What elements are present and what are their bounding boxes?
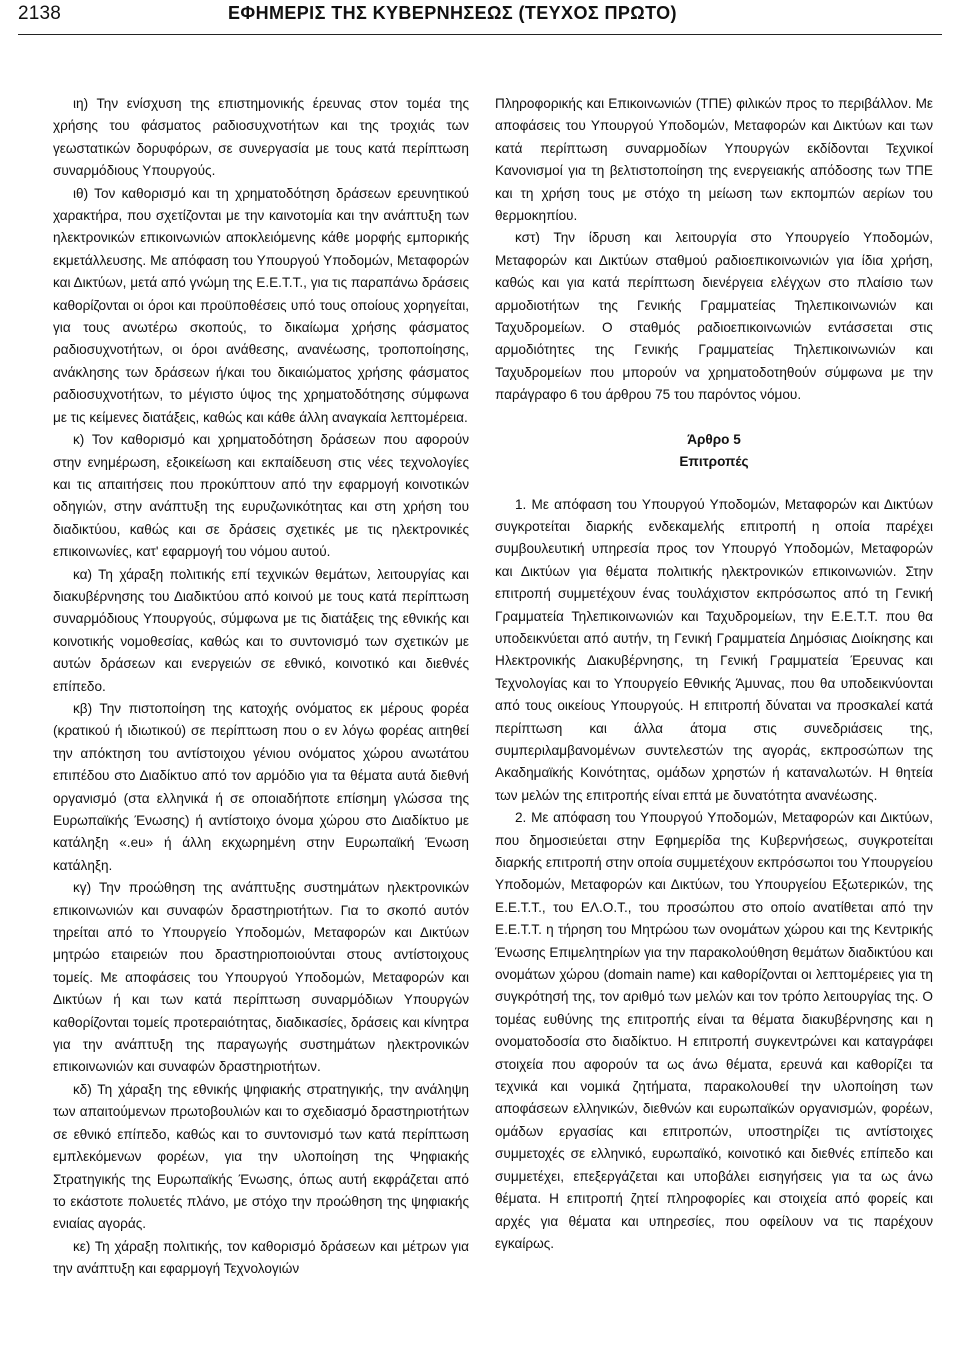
article-title: Άρθρο 5: [687, 431, 741, 447]
paragraph-kst: κστ) Την ίδρυση και λειτουργία στο Υπουργείο Υποδομών, Μεταφορών και Δικτύων σταθμού ραδιοεπικοινωνιών για ίδια χρήση, καθώς και για κατά περίπτωση διενέργεια ελέγχων στο πλαίσιο των αρμοδιοτήτων της Γενικής Γραμματείας Τηλεπικοινωνιών και Ταχυδρομείων. Ο σταθμός ραδιοεπικοινωνιών εντάσσεται στις αρμοδιότητες της Γενικής Γραμματείας Τηλεπικοινωνιών και Ταχυδρομείων που μπορούν να χρηματοδοτηθούν σύμφωνα με την παράγραφο 6 του άρθρου 75 του παρόντος νόμου.: [495, 230, 933, 403]
paragraph-ka: κα) Τη χάραξη πολιτικής επί τεχνικών θεμάτων, λειτουργίας και διακυβέρνησης του Διαδικτύου από κοινού με τους κατά περίπτωση συναρμόδιους Υπουργούς, σύμφωνα με τις διατάξεις της εθνικής και κοινοτικής νομοθεσίας, καθώς και το συντονισμό των σχετικών με αυτών δράσεων και ενεργειών σε εθνικό, κοινοτικό και διεθνές επίπεδο.: [53, 566, 469, 694]
paragraph-ke-continued: Πληροφορικής και Επικοινωνιών (ΤΠΕ) φιλικών προς το περιβάλλον. Με αποφάσεις του Υπουργού Υποδομών, Μεταφορών και Δικτύων και των κατά περίπτωση συναρμοδίων Υπουργών εκδίδονται Τεχνικοί Κανονισμοί για τη βελτιστοποίηση της ενεργειακής απόδοσης των ΤΠΕ και τη χρήση τους με στόχο τη μείωση των εκπομπών αερίων του θερμοκηπίου.: [495, 96, 933, 224]
paragraph-kg: κγ) Την προώθηση της ανάπτυξης συστημάτων ηλεκτρονικών επικοινωνιών και συναφών δραστηριοτήτων. Για το σκοπό αυτόν τηρείται από το Υπουργείο Υποδομών, Μεταφορών και Δικτύων μητρώο εταιρειών που δραστηριοποιούνται στους αντίστοιχους τομείς. Με αποφάσεις του Υπουργού Υποδομών, Μεταφορών και Δικτύων ή και των κατά περίπτωση συναρμόδιων Υπουργών καθορίζονται τομείς προτεραιότητας, διαδικασίες, δράσεις και κίνητρα για την ανάπτυξη της παραγωγής συστημάτων ηλεκτρονικών επικοινωνιών και συναφών δραστηριοτήτων.: [53, 880, 469, 1075]
paragraph-ke: κε) Τη χάραξη πολιτικής, τον καθορισμό δράσεων και μέτρων για την ανάπτυξη και εφαρμογή Τεχνολογιών: [53, 1238, 469, 1277]
paragraph-kd: κδ) Τη χάραξη της εθνικής ψηφιακής στρατηγικής, την ανάληψη των απαιτούμενων πρωτοβουλιών και το σχεδιασμό δραστηριοτήτων σε εθνικό επίπεδο, καθώς και το συντονισμό των κατά περίπτωση εμπλεκόμενων φορέων, για την υλοποίηση της Ψηφιακής Στρατηγικής της Ευρωπαϊκής Ένωσης, όπως αυτή εκφράζεται από το εκάστοτε πολυετές πλάνο, με στόχο την προώθηση της ψηφιακής ενιαίας αγοράς.: [53, 1081, 469, 1232]
article-paragraph-1: 1. Με απόφαση του Υπουργού Υποδομών, Μεταφορών και Δικτύων συγκροτείται διαρκής ενδεκαμελής επιτροπή η οποία παρέχει συμβουλευτική υπηρεσία προς τον Υπουργό Υποδομών, Μεταφορών και Δικτύων για θέματα πολιτικής ηλεκτρονικών επικοινωνιών. Στην επιτροπή συμμετέχουν ένας τουλάχιστον εκπρόσωπος από τη Γενική Γραμματεία Τηλεπικοινωνιών και Ταχυδρομείων, την Ε.Ε.Τ.Τ. που θα υποδεικνύεται από αυτήν, τη Γενική Γραμματεία Δημόσιας Διοίκησης και Ηλεκτρονικής Διακυβέρνησης, τη Γενική Γραμματεία Έρευνας και Τεχνολογίας και το Υπουργείο Εθνικής Άμυνας, που θα υποδεικνύονται από τους οικείους Υπουργούς. Η επιτροπή δύναται να προσκαλεί κατά περίπτωση και άλλα άτομα στις συνεδριάσεις της, συμπεριλαμβανομένων συντελεστών της αγοράς, εκπροσώπων της Ακαδημαϊκής Κοινότητας, ομάδων χρηστών ή καταναλωτών. Η θητεία των μελών της επιτροπής είναι επτά με δυνατότητα ανανέωσης.: [495, 496, 933, 803]
article-paragraph-2: 2. Με απόφαση του Υπουργού Υποδομών, Μεταφορών και Δικτύων, που δημοσιεύεται στην Εφημερίδα της Κυβερνήσεως, συγκροτείται διαρκής επιτροπή στην οποία συμμετέχουν εκπρόσωποι του Υπουργείου Υποδομών, Μεταφορών και Δικτύων, του Υπουργείου Εξωτερικών, της Ε.Ε.Τ.Τ., του ΕΛ.Ο.Τ., του προσώπου στο οποίο ανατίθεται από την Ε.Ε.Τ.Τ. η τήρηση του Μητρώου των ονομάτων χώρου και της Κεντρικής Ένωσης Επιμελητηρίων για την παρακολούθηση θεμάτων διαδικτύου και ονομάτων χώρου (domain name) και καθορίζονται οι λεπτομέρειες για τη συγκρότησή της, τον αριθμό των μελών και τον τρόπο λειτουργίας της. Ο τομέας ευθύνης της επιτροπής είναι τα θέματα διακυβέρνησης και η ονοματοδοσία στο διαδίκτυο. Η επιτροπή συγκεντρώνει και καταγράφει στοιχεία που αφορούν τα ως άνω θέματα, ερευνά και καθορίζει τα τεχνικά και νομικά ζητήματα, παρακολουθεί την υλοποίηση των αποφάσεων ελληνικών, διεθνών και ευρωπαϊκών οργανισμών, φορέων, ομάδων εργασίας και επιτροπών, υποστηρίζει τις αντίστοιχες συμμετοχές σε ελληνικό, ευρωπαϊκό, κοινοτικό και διεθνές επίπεδο και συμμετέχει, επεξεργάζεται και υποβάλει εισηγήσεις για τα ως άνω θέματα. Η επιτροπή ζητεί πληροφορίες και στοιχεία από φορείς και αρχές για θέματα και υπηρεσίες, που οφείλουν να τις παρέχουν εγκαίρως.: [495, 810, 933, 1251]
paragraph-ith: ιθ) Τον καθορισμό και τη χρηματοδότηση δράσεων ερευνητικού χαρακτήρα, που σχετίζονται με την καινοτομία και την ανάπτυξη των ηλεκτρονικών επικοινωνιών αποκλειόμενης κάθε μορφής εμπορικής εκμετάλλευσης. Με απόφαση του Υπουργού Υποδομών, Μεταφορών και Δικτύων, μετά από γνώμη της Ε.Ε.Τ.Τ., για τις παραπάνω δράσεις καθορίζονται οι όροι και προϋποθέσεις υπό τους οποίους χορηγείται, για τους ανωτέρω σκοπούς, το δικαίωμα χρήσης φάσματος ραδιοσυχνοτήτων, οι όροι ανάθεσης, ανανέωσης, τροποποίησης, ανάκλησης των δράσεων ή/και του δικαιώματος χρήσης φάσματος ραδιοσυχνοτήτων, το μέγιστο ύψος της χρηματοδότησης σύμφωνα με τις κείμενες διατάξεις, καθώς και κάθε άλλη αναγκαία λεπτομέρεια.: [53, 185, 469, 425]
page-header: [18, 0, 942, 35]
right-column: [495, 93, 933, 1255]
article-subtitle: Επιτροπές: [679, 454, 749, 470]
paragraph-k: κ) Τον καθορισμό και χρηματοδότηση δράσεων που αφορούν στην ενημέρωση, εξοικείωση και εκπαίδευση στις νέες τεχνολογίες και τις απαιτήσεις που προκύπτουν από την εφαρμογή κοινοτικών οδηγιών, στην ανάπτυξη της ευρυζωνικότητας και στη χρήση του διαδικτύου, καθώς και σε δράσεις σχετικές με τις ηλεκτρονικές επικοινωνίες, κατ' εφαρμογή του νόμου αυτού.: [53, 432, 469, 560]
running-title: ΕΦΗΜΕΡΙΣ ΤΗΣ ΚΥΒΕΡΝΗΣΕΩΣ (ΤΕΥΧΟΣ ΠΡΩΤΟ): [228, 3, 677, 23]
paragraph-ie: ιη) Την ενίσχυση της επιστημονικής έρευνας στον τομέα της χρήσης του φάσματος ραδιοσυχνοτήτων και της τροχιάς των γεωστατικών δορυφόρων, σε συνεργασία με τους κατά περίπτωση συναρμόδιους Υπουργούς.: [53, 96, 469, 179]
left-column: [53, 93, 469, 1281]
page-number: 2138: [18, 3, 62, 24]
paragraph-kb: κβ) Την πιστοποίηση της κατοχής ονόματος εκ μέρους φορέα (κρατικού ή ιδιωτικού) σε περίπτωση που ο εν λόγω φορέας αιτηθεί την απόκτηση του αντίστοιχου γένιου ονόματος χώρου ανωτάτου επιπέδου στο Διαδίκτυο από τον αρμόδιο για τα θέματα αυτά διεθνή οργανισμό (στα ελληνικά ή σε οποιαδήποτε επίσημη γλώσσα της Ευρωπαϊκής Ένωσης) ή αντίστοιχο όνομα χώρου στο Διαδίκτυο με κατάληξη «.eu» ή άλλη εκχωρημένη στην Ευρωπαϊκή Ένωση κατάληξη.: [53, 700, 469, 873]
